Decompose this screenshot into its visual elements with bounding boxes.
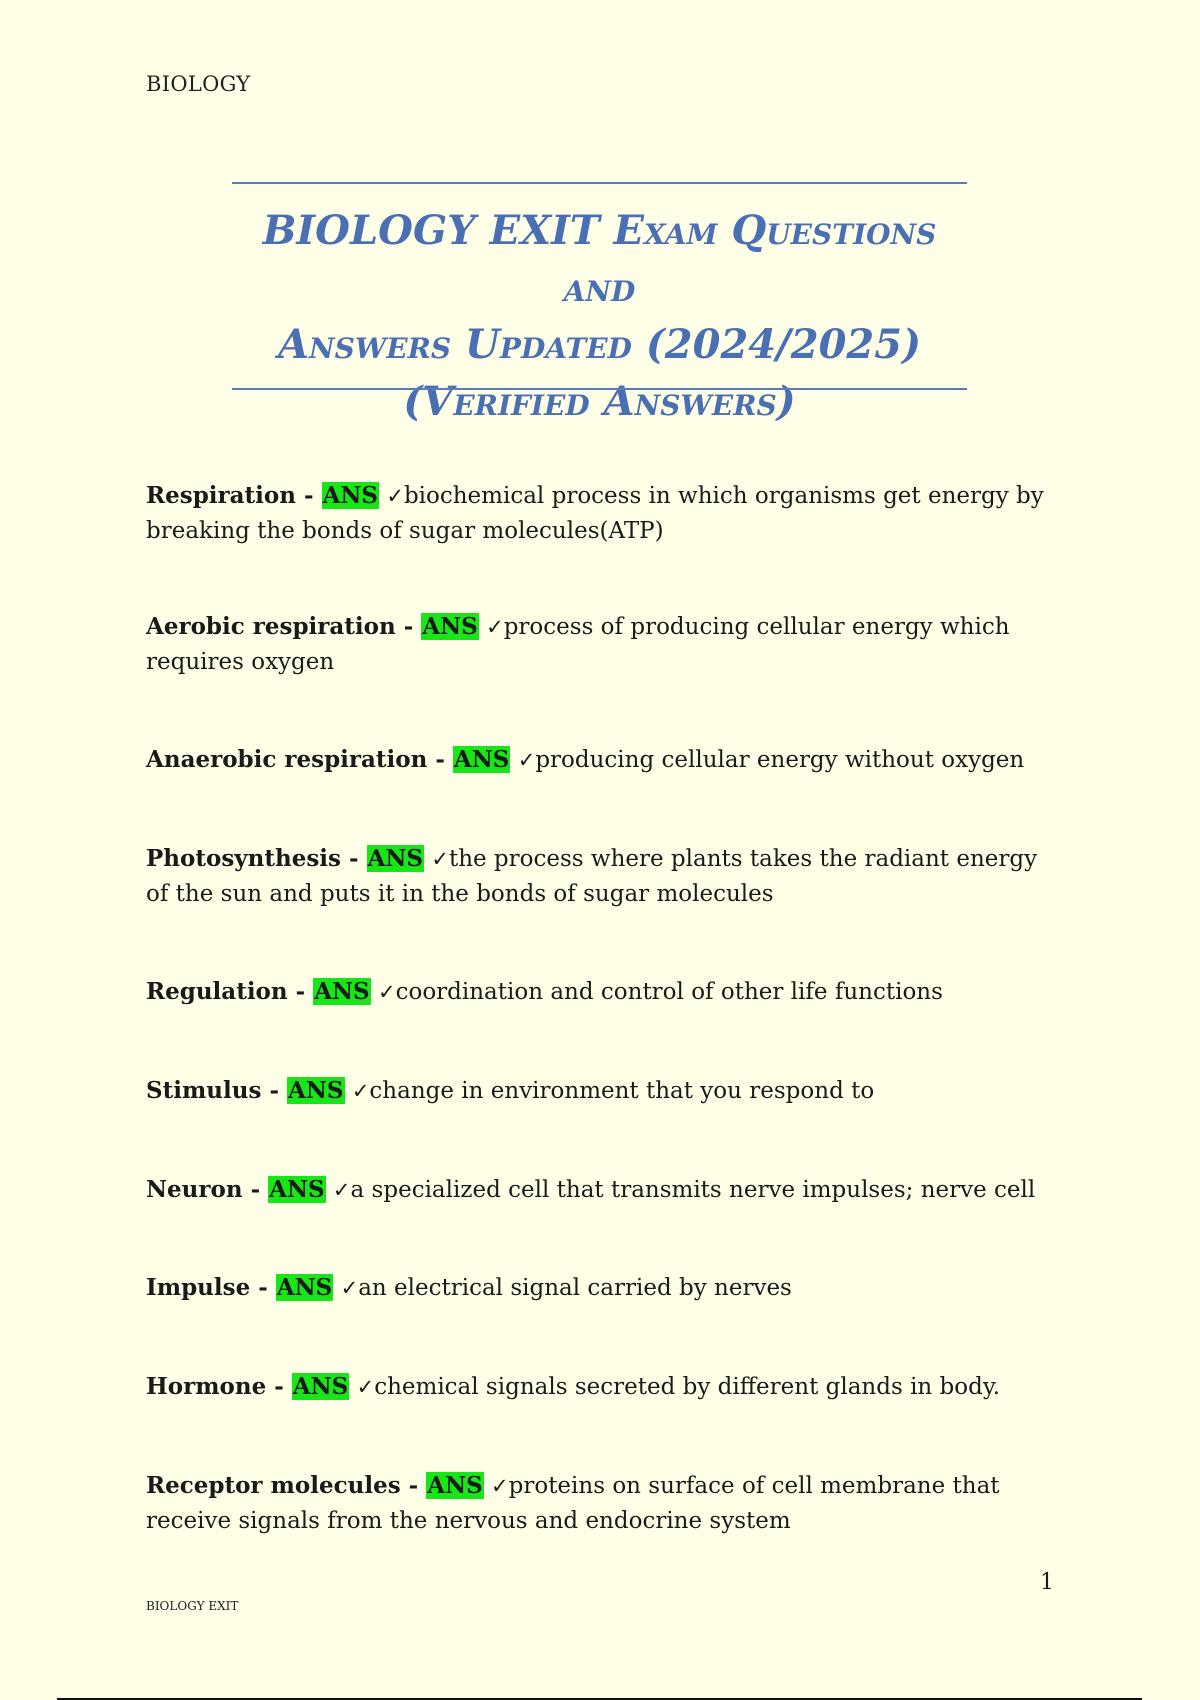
ans-highlight: ANS [422, 613, 478, 640]
title-line-1-smallcaps: Exam Questions and [563, 207, 937, 311]
entry-separator: - [395, 613, 422, 640]
entry-term: Hormone [146, 1373, 267, 1400]
ans-highlight: ANS [367, 845, 424, 872]
checkmark-icon: ✓ [491, 1474, 509, 1498]
ans-highlight: ANS [292, 1373, 349, 1400]
entry-separator: - [427, 746, 453, 773]
entry-definition: process of producing cellular energy which requires oxygen [146, 614, 1010, 675]
checkmark-icon: ✓ [351, 1079, 370, 1103]
checkmark-icon: ✓ [431, 847, 449, 871]
entry-separator: - [400, 1472, 427, 1499]
entry-term: Regulation [146, 978, 288, 1005]
title-line-1-main: BIOLOGY EXIT [262, 207, 600, 254]
ans-highlight: ANS [314, 978, 370, 1005]
entry-definition: producing cellular energy without oxygen [535, 747, 1025, 773]
checkmark-icon: ✓ [356, 1375, 375, 1399]
title-line-2-smallcaps: Answers Updated [278, 321, 632, 368]
entry-separator: - [242, 1176, 269, 1203]
checkmark-icon: ✓ [340, 1276, 359, 1300]
title-top-rule [232, 182, 967, 184]
entry-definition: coordination and control of other life functions [395, 979, 943, 1005]
entry-term: Impulse [146, 1274, 251, 1301]
entry-definition: change in environment that you respond to [369, 1078, 875, 1104]
qa-entry [146, 1369, 1066, 1405]
entry-definition: an electrical signal carried by nerves [358, 1275, 792, 1301]
document-title [232, 202, 967, 430]
title-line-1 [232, 202, 967, 316]
checkmark-icon: ✓ [486, 615, 504, 639]
entry-separator: - [287, 978, 314, 1005]
entry-definition: chemical signals secreted by different glands in body. [374, 1374, 1001, 1400]
title-line-2-years: (2024/2025) [645, 321, 921, 368]
entry-separator: - [266, 1373, 292, 1400]
entry-definition: a specialized cell that transmits nerve impulses; nerve cell [350, 1177, 1036, 1203]
ans-highlight: ANS [288, 1077, 344, 1104]
entry-term: Stimulus [146, 1077, 262, 1104]
entry-definition: the process where plants takes the radiant energy of the sun and puts it in the bonds of sugar molecules [146, 846, 1038, 907]
entry-definition: proteins on surface of cell membrane that receive signals from the nervous and endocrine system [146, 1473, 1000, 1534]
qa-entry [146, 974, 1066, 1010]
entry-separator: - [340, 845, 367, 872]
qa-entry [146, 609, 1066, 680]
entry-term: Aerobic respiration [146, 613, 396, 640]
entry-term: Respiration [146, 482, 296, 509]
title-line-3 [232, 373, 967, 430]
entry-term: Photosynthesis [146, 845, 341, 872]
page-number: 1 [1040, 1570, 1054, 1595]
entry-separator: - [250, 1274, 276, 1301]
page-footer: BIOLOGY EXIT [146, 1599, 239, 1613]
entry-separator: - [295, 482, 322, 509]
ans-highlight: ANS [427, 1472, 483, 1499]
ans-highlight: ANS [276, 1274, 333, 1301]
title-line-3-smallcaps: (Verified Answers) [403, 378, 796, 425]
entry-term: Neuron [146, 1176, 243, 1203]
ans-highlight: ANS [453, 746, 510, 773]
qa-entry [146, 1468, 1066, 1539]
checkmark-icon: ✓ [332, 1178, 351, 1202]
qa-entry [146, 742, 1066, 778]
qa-entry [146, 1172, 1066, 1208]
entry-separator: - [261, 1077, 288, 1104]
qa-entry [146, 841, 1066, 912]
entry-definition: biochemical process in which organisms get energy by breaking the bonds of sugar molecules(ATP) [146, 483, 1044, 544]
qa-entry [146, 478, 1066, 549]
qa-entry [146, 1073, 1066, 1109]
ans-highlight: ANS [269, 1176, 325, 1203]
title-bottom-rule [232, 388, 967, 390]
ans-highlight: ANS [322, 482, 379, 509]
qa-entry [146, 1270, 1066, 1306]
entry-term: Receptor molecules [146, 1472, 401, 1499]
checkmark-icon: ✓ [377, 980, 396, 1004]
page-header: BIOLOGY [146, 72, 251, 96]
title-line-2 [232, 316, 967, 373]
checkmark-icon: ✓ [517, 748, 536, 772]
checkmark-icon: ✓ [386, 484, 404, 508]
entry-term: Anaerobic respiration [146, 746, 428, 773]
